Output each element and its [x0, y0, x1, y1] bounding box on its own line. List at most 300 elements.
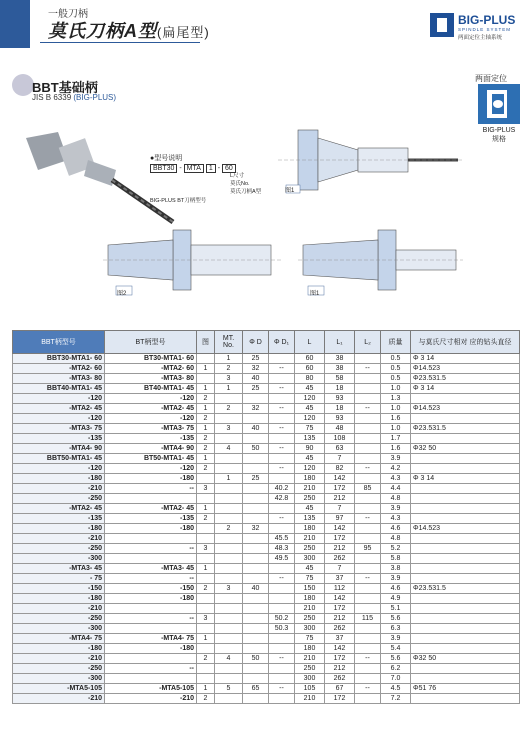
cell-l1: 172 [325, 534, 355, 544]
cell-drill [411, 544, 520, 554]
cell-bbt: -135 [13, 434, 105, 444]
cell-mt: 4 [215, 654, 243, 664]
cell-mass: 1.0 [381, 384, 411, 394]
cell-l2 [355, 394, 381, 404]
table-row [13, 594, 520, 604]
cell-d [243, 574, 269, 584]
cell-bt: -- [105, 544, 197, 554]
cell-mt [215, 484, 243, 494]
cell-l2 [355, 534, 381, 544]
cell-mt [215, 574, 243, 584]
table-row [13, 584, 520, 594]
cell-fig: 2 [197, 414, 215, 424]
cell-mass: 0.5 [381, 374, 411, 384]
cell-drill: Φ 3 14 [411, 474, 520, 484]
cell-fig [197, 674, 215, 684]
table-row [13, 384, 520, 394]
cell-fig [197, 604, 215, 614]
brand-tagline: SPINDLE SYSTEM [458, 27, 512, 32]
cell-d1 [269, 434, 295, 444]
cell-d [243, 454, 269, 464]
cell-drill [411, 564, 520, 574]
table-row [13, 694, 520, 704]
cell-drill: Φ23.531.5 [411, 584, 520, 594]
cell-l1: 97 [325, 514, 355, 524]
col-bt: BT柄型号 [105, 331, 197, 354]
cell-fig: 3 [197, 544, 215, 554]
cell-l1: 93 [325, 414, 355, 424]
cell-fig [197, 644, 215, 654]
cell-l1: 212 [325, 494, 355, 504]
cell-l1: 58 [325, 374, 355, 384]
cell-d: 65 [243, 684, 269, 694]
col-bbt: BBT柄型号 [13, 331, 105, 354]
cell-l1: 18 [325, 404, 355, 414]
cell-l2 [355, 374, 381, 384]
cell-l2 [355, 424, 381, 434]
cell-drill: Φ23.531.5 [411, 374, 520, 384]
cell-l2 [355, 634, 381, 644]
cell-drill [411, 694, 520, 704]
cell-drill [411, 574, 520, 584]
cell-l1: 67 [325, 684, 355, 694]
cell-l2 [355, 644, 381, 654]
cell-mt [215, 604, 243, 614]
table-row [13, 624, 520, 634]
cell-l1: 82 [325, 464, 355, 474]
cell-bt: -210 [105, 694, 197, 704]
cell-mass: 7.0 [381, 674, 411, 684]
cell-d1: -- [269, 464, 295, 474]
cell-bt: -135 [105, 514, 197, 524]
cell-fig: 2 [197, 444, 215, 454]
cell-d1 [269, 454, 295, 464]
cell-l: 300 [295, 624, 325, 634]
cell-mass: 7.2 [381, 694, 411, 704]
cell-bt: -MTA2- 45 [105, 504, 197, 514]
page-title-sub: (扁尾型) [157, 25, 210, 40]
cell-bt: BT50-MTA1- 45 [105, 454, 197, 464]
cell-mass: 4.8 [381, 494, 411, 504]
table-row [13, 614, 520, 624]
cell-l: 210 [295, 654, 325, 664]
cell-bbt: -210 [13, 694, 105, 704]
brand-logo [430, 13, 525, 43]
cell-bt: -180 [105, 524, 197, 534]
table-row [13, 524, 520, 534]
page-title [48, 17, 210, 43]
category-label: 一般刀柄 [48, 9, 88, 20]
cell-l2 [355, 434, 381, 444]
legend-label-type: 莫氏刀柄A型 [230, 189, 262, 195]
cell-bt [105, 554, 197, 564]
brand-name: BIG-PLUS [458, 13, 516, 27]
cell-mass: 0.5 [381, 354, 411, 364]
cell-drill [411, 414, 520, 424]
cell-drill [411, 604, 520, 614]
cell-d1 [269, 594, 295, 604]
col-d1: Φ D₁ [269, 331, 295, 354]
cell-fig [197, 534, 215, 544]
cell-l: 75 [295, 634, 325, 644]
cell-bbt: -MTA4- 75 [13, 634, 105, 644]
cell-d: 50 [243, 654, 269, 664]
cell-bbt: -210 [13, 654, 105, 664]
cell-d1: 42.8 [269, 494, 295, 504]
cell-bbt: -210 [13, 534, 105, 544]
cell-d: 25 [243, 474, 269, 484]
badge-top-label: 两面定位 [475, 74, 507, 83]
cell-bbt: -120 [13, 414, 105, 424]
cell-mass: 6.2 [381, 664, 411, 674]
cell-l: 135 [295, 514, 325, 524]
cell-bbt: -MTA4- 90 [13, 444, 105, 454]
table-row [13, 444, 520, 454]
cell-l2 [355, 564, 381, 574]
cell-mt: 1 [215, 354, 243, 364]
cell-d: 40 [243, 584, 269, 594]
cell-bt: BT30-MTA1- 60 [105, 354, 197, 364]
cell-fig: 2 [197, 694, 215, 704]
cell-drill [411, 554, 520, 564]
cell-drill: Φ14.523 [411, 524, 520, 534]
cell-bt: -MTA2- 45 [105, 404, 197, 414]
col-l2: L₂ [355, 331, 381, 354]
cell-mt: 2 [215, 404, 243, 414]
cell-fig [197, 494, 215, 504]
cell-d1 [269, 674, 295, 684]
cell-d [243, 604, 269, 614]
cell-l1: 37 [325, 634, 355, 644]
cell-mt [215, 514, 243, 524]
cell-fig: 1 [197, 424, 215, 434]
cell-bt: -MTA3- 80 [105, 374, 197, 384]
cell-d [243, 544, 269, 554]
cell-l1: 37 [325, 574, 355, 584]
drawing-fig1-top [278, 130, 463, 193]
cell-bbt: -MTA2- 45 [13, 404, 105, 414]
cell-d [243, 674, 269, 684]
cell-bt: -- [105, 574, 197, 584]
cell-mt [215, 664, 243, 674]
cell-mass: 3.9 [381, 634, 411, 644]
cell-d [243, 484, 269, 494]
cell-l2 [355, 674, 381, 684]
drawing-fig1-bottom [298, 230, 463, 295]
cell-d1 [269, 524, 295, 534]
cell-l: 60 [295, 364, 325, 374]
header-band [0, 0, 531, 48]
cell-bt: -- [105, 614, 197, 624]
cell-fig: 2 [197, 464, 215, 474]
cell-drill [411, 454, 520, 464]
cell-d [243, 694, 269, 704]
cell-l: 180 [295, 524, 325, 534]
table-row [13, 494, 520, 504]
cell-drill [411, 664, 520, 674]
table-row [13, 684, 520, 694]
legend-title: ●型号说明 [150, 155, 183, 162]
cell-d1: 48.3 [269, 544, 295, 554]
cell-fig: 1 [197, 564, 215, 574]
cell-drill: Φ23.531.5 [411, 424, 520, 434]
cell-l: 180 [295, 594, 325, 604]
cell-bt: -120 [105, 394, 197, 404]
cell-l1: 7 [325, 564, 355, 574]
cell-fig: 1 [197, 634, 215, 644]
cell-l2 [355, 554, 381, 564]
table-row [13, 544, 520, 554]
cell-drill [411, 504, 520, 514]
cell-fig: 1 [197, 364, 215, 374]
cell-l: 80 [295, 374, 325, 384]
table-row [13, 434, 520, 444]
cell-fig: 3 [197, 484, 215, 494]
cell-bt: -- [105, 664, 197, 674]
cell-l2 [355, 384, 381, 394]
cell-mt [215, 594, 243, 604]
col-l1: L₁ [325, 331, 355, 354]
cell-l2 [355, 414, 381, 424]
cell-bt: -135 [105, 434, 197, 444]
cell-l: 210 [295, 604, 325, 614]
cell-d1 [269, 394, 295, 404]
cell-l1: 262 [325, 674, 355, 684]
cell-bt: -MTA3- 75 [105, 424, 197, 434]
cell-mass: 5.8 [381, 554, 411, 564]
legend-label-mt: 莫氏No. [230, 181, 250, 187]
cell-d [243, 514, 269, 524]
cell-l: 120 [295, 414, 325, 424]
cell-bt: -MTA3- 45 [105, 564, 197, 574]
cell-d1 [269, 634, 295, 644]
cell-drill: Φ 3 14 [411, 354, 520, 364]
col-d: Φ D [243, 331, 269, 354]
table-row [13, 374, 520, 384]
cell-bbt: -180 [13, 474, 105, 484]
cell-bt: -120 [105, 464, 197, 474]
table-row [13, 654, 520, 664]
table-body [13, 354, 520, 704]
cell-mass: 6.3 [381, 624, 411, 634]
cell-bbt: -210 [13, 484, 105, 494]
cell-mt [215, 674, 243, 684]
cell-d1 [269, 564, 295, 574]
cell-l1: 7 [325, 454, 355, 464]
cell-fig [197, 594, 215, 604]
cell-drill: Φ32 50 [411, 654, 520, 664]
fig2-label: 图2 [117, 291, 127, 297]
cell-l: 105 [295, 684, 325, 694]
cell-drill: Φ 3 14 [411, 384, 520, 394]
cell-d1: -- [269, 384, 295, 394]
cell-mt: 5 [215, 684, 243, 694]
cell-l1: 172 [325, 694, 355, 704]
cell-mt: 3 [215, 584, 243, 594]
cell-bbt: -300 [13, 624, 105, 634]
cell-l: 120 [295, 394, 325, 404]
cell-mt [215, 614, 243, 624]
cell-bt: -MTA4- 90 [105, 444, 197, 454]
cell-l: 250 [295, 664, 325, 674]
cell-d1: 40.2 [269, 484, 295, 494]
cell-d [243, 614, 269, 624]
section-title: BBT基础柄 [32, 80, 98, 95]
table-row [13, 414, 520, 424]
cell-mass: 4.9 [381, 594, 411, 604]
cell-l1: 142 [325, 644, 355, 654]
cell-l: 210 [295, 534, 325, 544]
cell-fig [197, 374, 215, 384]
cell-d: 40 [243, 424, 269, 434]
cell-l1: 142 [325, 594, 355, 604]
cell-l: 250 [295, 544, 325, 554]
cell-l2 [355, 584, 381, 594]
cell-mt: 2 [215, 524, 243, 534]
cell-l2 [355, 604, 381, 614]
table-row [13, 354, 520, 364]
cell-l2 [355, 624, 381, 634]
cell-l: 180 [295, 644, 325, 654]
cell-mass: 4.3 [381, 514, 411, 524]
cell-d1: 50.2 [269, 614, 295, 624]
cell-bt: -- [105, 484, 197, 494]
cell-bbt: -250 [13, 544, 105, 554]
cell-l2: -- [355, 654, 381, 664]
cell-drill [411, 634, 520, 644]
cell-mt [215, 434, 243, 444]
col-drill: 与莫氏尺寸相对 应的钻头直径 [411, 331, 520, 354]
legend-label-bt: BIG-PLUS BT刀柄型号 [150, 198, 207, 204]
cell-bbt: -120 [13, 394, 105, 404]
cell-bbt: -250 [13, 614, 105, 624]
cell-fig [197, 474, 215, 484]
cell-l1: 212 [325, 544, 355, 554]
table-row [13, 604, 520, 614]
cell-bt: -150 [105, 584, 197, 594]
legend-code: BBT30 - MTA 1 - 60 [150, 165, 261, 172]
cell-fig [197, 554, 215, 564]
table-row [13, 534, 520, 544]
cell-fig: 1 [197, 454, 215, 464]
cell-d [243, 564, 269, 574]
cell-bt: BT40-MTA1- 45 [105, 384, 197, 394]
cell-mass: 4.3 [381, 474, 411, 484]
cell-drill: Φ14.523 [411, 364, 520, 374]
cell-bbt: -300 [13, 674, 105, 684]
cell-mass: 3.9 [381, 504, 411, 514]
cell-d [243, 494, 269, 504]
cell-mass: 1.0 [381, 424, 411, 434]
cell-l2 [355, 494, 381, 504]
cell-l2 [355, 694, 381, 704]
cell-fig: 1 [197, 504, 215, 514]
technical-drawings [8, 100, 468, 325]
cell-fig [197, 524, 215, 534]
cell-l2 [355, 354, 381, 364]
cell-mt [215, 634, 243, 644]
cell-bt: -180 [105, 474, 197, 484]
cell-bbt: BBT40-MTA1- 45 [13, 384, 105, 394]
table-row [13, 364, 520, 374]
table-header-row [13, 331, 520, 354]
cell-mass: 1.3 [381, 394, 411, 404]
cell-l2: -- [355, 464, 381, 474]
cell-d1: -- [269, 424, 295, 434]
cell-l: 90 [295, 444, 325, 454]
cell-l1: 112 [325, 584, 355, 594]
cell-d [243, 534, 269, 544]
cell-mt [215, 644, 243, 654]
cell-mass: 1.6 [381, 414, 411, 424]
cell-d1 [269, 664, 295, 674]
legend-part-2: MTA [184, 164, 204, 173]
cell-mass: 0.5 [381, 364, 411, 374]
cell-fig: 2 [197, 514, 215, 524]
brand-logo-icon [430, 13, 454, 37]
cell-fig: 2 [197, 394, 215, 404]
table-row [13, 514, 520, 524]
cell-d1: -- [269, 574, 295, 584]
cell-d1: -- [269, 654, 295, 664]
title-underline [40, 42, 200, 43]
cell-d [243, 414, 269, 424]
cell-l: 210 [295, 694, 325, 704]
cell-l: 120 [295, 464, 325, 474]
cell-mass: 1.0 [381, 404, 411, 414]
cell-fig [197, 664, 215, 674]
cell-mt [215, 504, 243, 514]
dual-contact-badge-icon [478, 84, 520, 124]
header-accent-strip [0, 0, 30, 48]
col-mt: MT. No. [215, 331, 243, 354]
cell-bbt: -MTA5-105 [13, 684, 105, 694]
cell-bt [105, 494, 197, 504]
badge-bottom-label: BIG-PLUS 规格 [482, 127, 516, 143]
cell-mass: 4.6 [381, 524, 411, 534]
cell-bbt: -150 [13, 584, 105, 594]
cell-l2: -- [355, 364, 381, 374]
cell-mt [215, 624, 243, 634]
cell-mt: 4 [215, 444, 243, 454]
cell-mt [215, 534, 243, 544]
cell-mass: 1.7 [381, 434, 411, 444]
cell-fig: 2 [197, 434, 215, 444]
cell-d [243, 634, 269, 644]
cell-l: 250 [295, 614, 325, 624]
cell-l2: 85 [355, 484, 381, 494]
cell-l2: -- [355, 574, 381, 584]
section-bullet-icon [12, 74, 34, 96]
cell-d [243, 464, 269, 474]
table-row [13, 554, 520, 564]
brand-caption: 两面定位主轴系统 [458, 35, 503, 41]
cell-mass: 4.4 [381, 484, 411, 494]
cell-bbt: -180 [13, 644, 105, 654]
cell-mass: 5.2 [381, 544, 411, 554]
table-row [13, 664, 520, 674]
table-row [13, 504, 520, 514]
cell-l: 45 [295, 404, 325, 414]
cell-mass: 3.8 [381, 564, 411, 574]
cell-fig: 1 [197, 404, 215, 414]
cell-bbt: -180 [13, 594, 105, 604]
cell-d1 [269, 644, 295, 654]
cell-d1: 50.3 [269, 624, 295, 634]
cell-l2: -- [355, 514, 381, 524]
cell-drill: Φ14.523 [411, 404, 520, 414]
page-title-main: 莫氏刀柄A型 [48, 21, 157, 41]
